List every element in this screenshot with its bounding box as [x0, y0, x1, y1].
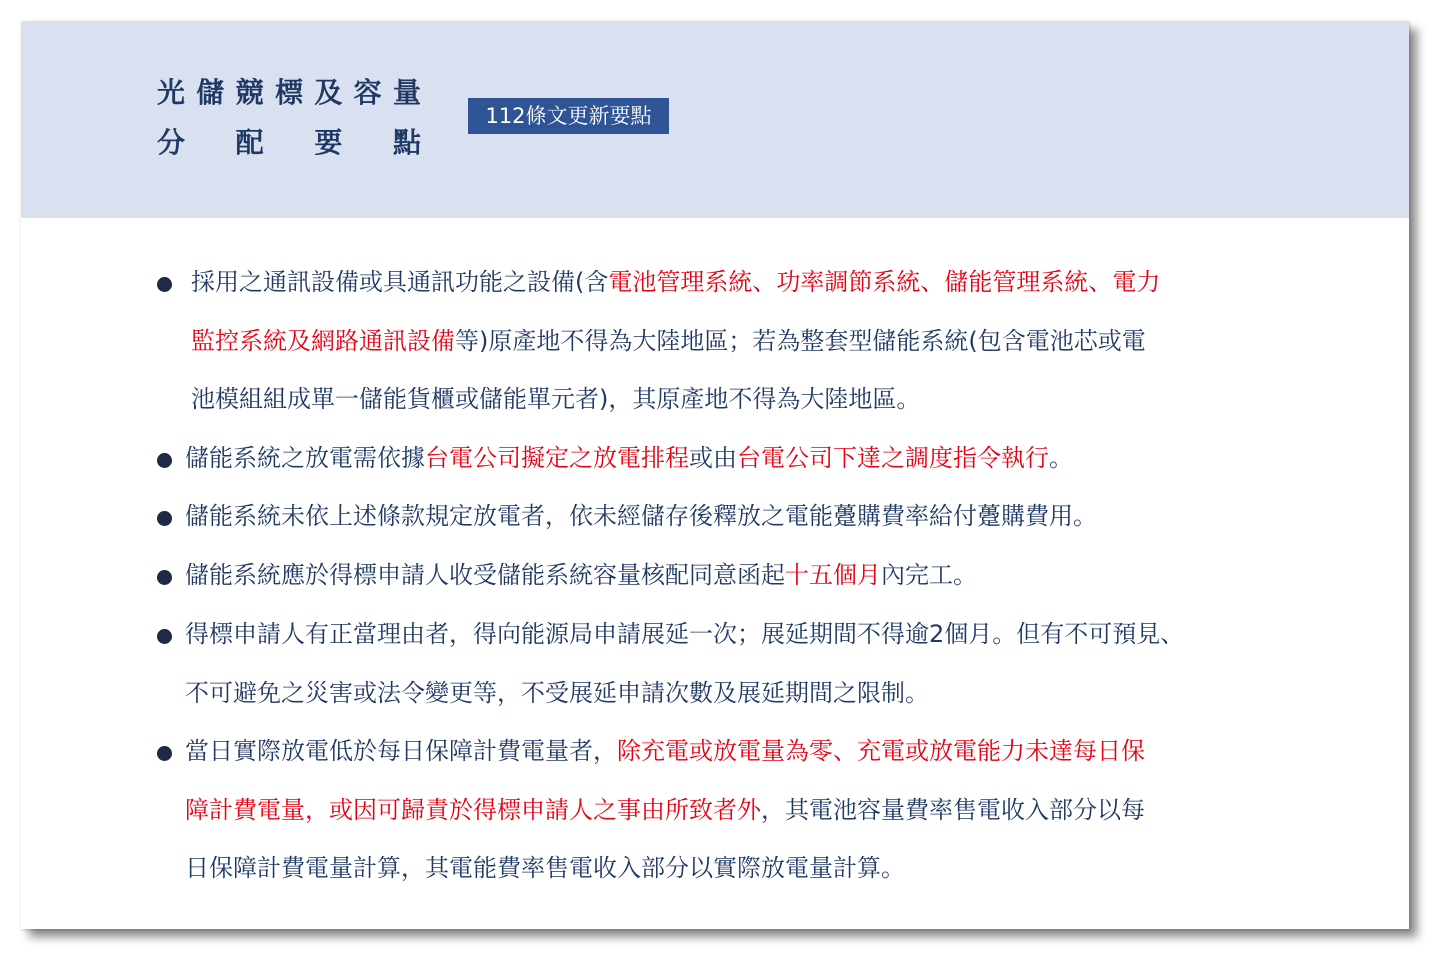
title-char: 競	[235, 76, 264, 109]
body-text: 儲能系統應於得標申請人收受儲能系統容量核配同意函起	[185, 561, 785, 589]
title-char: 及	[314, 76, 343, 109]
highlight-text: 台電公司擬定之放電排程	[425, 444, 689, 472]
title-char: 光	[157, 76, 186, 109]
update-badge: 112條文更新要點	[468, 98, 669, 134]
highlight-text: 監控系統及網路通訊設備	[191, 327, 455, 355]
bullet-line	[191, 324, 1146, 358]
bullet-dot	[157, 629, 172, 644]
bullet-line	[191, 265, 1160, 299]
body-text: 不可避免之災害或法令變更等，不受展延申請次數及展延期間之限制。	[185, 679, 929, 707]
highlight-text: 障計費電量，或因可歸責於得標申請人之事由所致者外	[185, 796, 761, 824]
bullet-line	[185, 793, 1145, 827]
title-char: 配	[235, 126, 264, 159]
body-text: 儲能系統未依上述條款規定放電者，依未經儲存後釋放之電能躉購費率給付躉購費用。	[185, 502, 1097, 530]
bullet-dot	[157, 746, 172, 761]
highlight-text: 台電公司下達之調度指令執行	[737, 444, 1049, 472]
title-char: 點	[392, 126, 421, 159]
body-text: 內完工。	[881, 561, 977, 589]
bullet-line	[191, 382, 920, 416]
bullet-dot	[157, 277, 172, 292]
title-char: 容	[353, 76, 382, 109]
body-text: 得標申請人有正當理由者，得向能源局申請展延一次；展延期間不得逾2個月。但有不可預見、	[185, 620, 1185, 648]
bullet-list	[21, 21, 1409, 929]
bullet-line	[185, 499, 1097, 533]
bullet-dot	[157, 570, 172, 585]
bullet-line	[185, 851, 905, 885]
body-text: ，其電池容量費率售電收入部分以每	[761, 796, 1145, 824]
highlight-text: 除充電或放電量為零、充電或放電能力未達每日保	[617, 737, 1145, 765]
title-char: 標	[274, 76, 303, 109]
bullet-line	[185, 676, 929, 710]
body-text: 當日實際放電低於每日保障計費電量者，	[185, 737, 617, 765]
body-text: 採用之通訊設備或具通訊功能之設備(含	[191, 268, 609, 296]
bullet-line	[185, 617, 1184, 651]
title-char: 分	[157, 126, 186, 159]
highlight-text: 電池管理系統、功率調節系統、儲能管理系統、電力	[608, 268, 1161, 296]
title-char: 儲	[196, 76, 225, 109]
bullet-line	[185, 558, 977, 592]
body-text: 池模組組成單一儲能貨櫃或儲能單元者)，其原產地不得為大陸地區。	[191, 385, 921, 413]
body-text: 日保障計費電量計算，其電能費率售電收入部分以實際放電量計算。	[185, 854, 905, 882]
bullet-line	[185, 734, 1145, 768]
title-char: 量	[392, 76, 421, 109]
body-text: 儲能系統之放電需依據	[185, 444, 425, 472]
title-char: 要	[314, 126, 343, 159]
slide	[21, 21, 1409, 929]
body-text: 等)原產地不得為大陸地區；若為整套型儲能系統(包含電池芯或電	[455, 327, 1146, 355]
body-text: 或由	[689, 444, 737, 472]
bullet-dot	[157, 511, 172, 526]
body-text: 。	[1049, 444, 1073, 472]
bullet-line	[185, 441, 1073, 475]
bullet-dot	[157, 453, 172, 468]
highlight-text: 十五個月	[785, 561, 881, 589]
